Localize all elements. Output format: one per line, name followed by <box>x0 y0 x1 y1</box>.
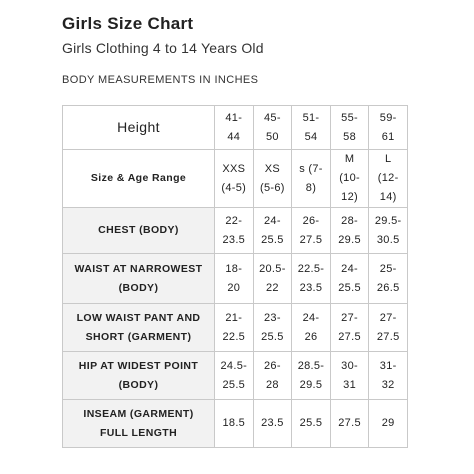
table-cell: 25.5 <box>292 400 331 448</box>
table-cell: 20.5- 22 <box>253 254 292 304</box>
table-cell: 22.5- 23.5 <box>292 254 331 304</box>
table-cell: 51- 54 <box>292 106 331 150</box>
table-cell: 59- 61 <box>369 106 408 150</box>
table-row <box>63 352 408 400</box>
table-row <box>63 150 408 208</box>
table-cell: 45- 50 <box>253 106 292 150</box>
row-label: Size & Age Range <box>63 150 215 208</box>
table-cell: 31- 32 <box>369 352 408 400</box>
row-label: CHEST (BODY) <box>63 208 215 254</box>
row-label: HIP AT WIDEST POINT (BODY) <box>63 352 215 400</box>
table-cell: 24- 26 <box>292 304 331 352</box>
table-cell: 26- 27.5 <box>292 208 331 254</box>
table-cell: 30- 31 <box>330 352 369 400</box>
page-subtitle: Girls Clothing 4 to 14 Years Old <box>62 40 264 56</box>
table-cell: 28- 29.5 <box>330 208 369 254</box>
table-cell: 26- 28 <box>253 352 292 400</box>
page-title: Girls Size Chart <box>62 14 194 33</box>
section-heading: BODY MEASUREMENTS IN INCHES <box>62 74 259 86</box>
table-cell: 27- 27.5 <box>369 304 408 352</box>
size-chart-table <box>62 105 408 448</box>
table-cell: 29.5- 30.5 <box>369 208 408 254</box>
table-cell: XS (5-6) <box>253 150 292 208</box>
table-row <box>63 304 408 352</box>
row-label: LOW WAIST PANT AND SHORT (GARMENT) <box>63 304 215 352</box>
table-row <box>63 254 408 304</box>
table-row <box>63 208 408 254</box>
row-label: WAIST AT NARROWEST (BODY) <box>63 254 215 304</box>
table-cell: 25- 26.5 <box>369 254 408 304</box>
table-cell: 29 <box>369 400 408 448</box>
table-cell: 55- 58 <box>330 106 369 150</box>
row-label: Height <box>63 106 215 150</box>
table-cell: 27- 27.5 <box>330 304 369 352</box>
table-cell: s (7- 8) <box>292 150 331 208</box>
row-label: INSEAM (GARMENT) FULL LENGTH <box>63 400 215 448</box>
table-cell: 18.5 <box>215 400 254 448</box>
table-cell: 24.5- 25.5 <box>215 352 254 400</box>
table-cell: L (12- 14) <box>369 150 408 208</box>
table-cell: 24- 25.5 <box>253 208 292 254</box>
table-cell: 22- 23.5 <box>215 208 254 254</box>
table-row <box>63 400 408 448</box>
table-cell: 24- 25.5 <box>330 254 369 304</box>
table-row <box>63 106 408 150</box>
table-cell: 28.5- 29.5 <box>292 352 331 400</box>
table-cell: M (10- 12) <box>330 150 369 208</box>
table-cell: 21- 22.5 <box>215 304 254 352</box>
table-cell: XXS (4-5) <box>215 150 254 208</box>
table-cell: 23- 25.5 <box>253 304 292 352</box>
table-cell: 23.5 <box>253 400 292 448</box>
table-cell: 41- 44 <box>215 106 254 150</box>
table-cell: 27.5 <box>330 400 369 448</box>
table-cell: 18- 20 <box>215 254 254 304</box>
